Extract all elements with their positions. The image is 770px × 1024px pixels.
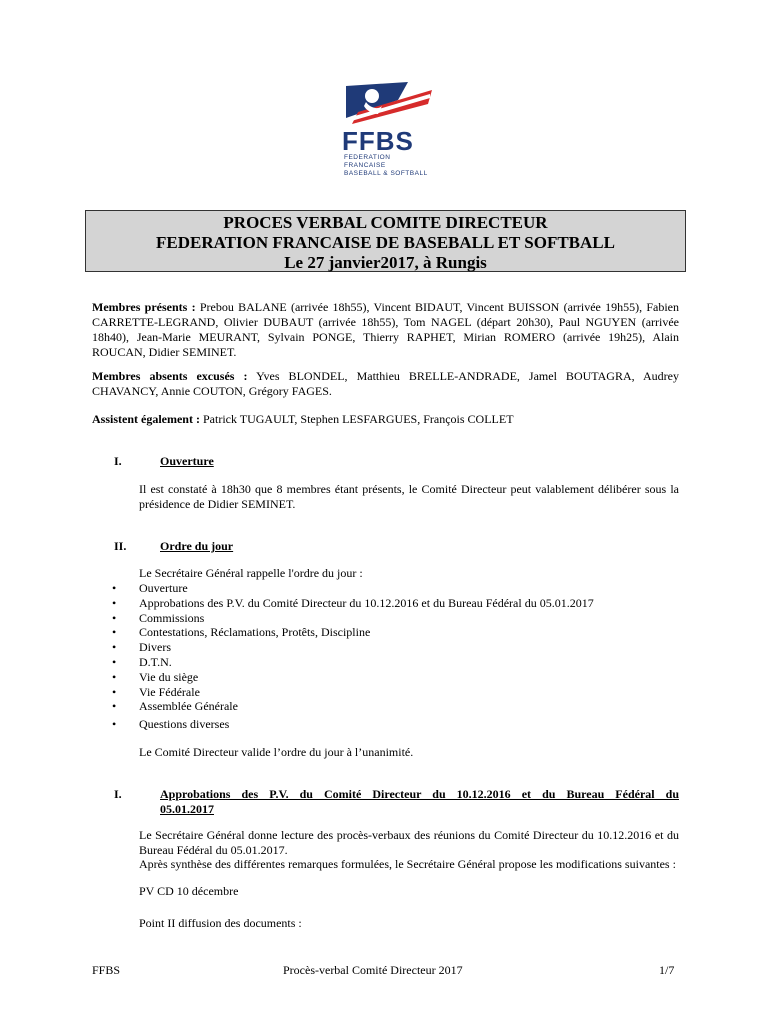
attending-label: Assistent également : bbox=[92, 412, 200, 426]
members-absent-label: Membres absents excusés : bbox=[92, 369, 248, 383]
logo-name: FFBS bbox=[342, 126, 414, 156]
members-present-label: Membres présents : bbox=[92, 300, 196, 314]
list-item: • Assemblée Générale bbox=[112, 699, 238, 714]
list-item: • Approbations des P.V. du Comité Directeur du 10.12.2016 et du Bureau Fédéral du 05.01.2017 bbox=[112, 595, 594, 610]
list-item: • Vie du siège bbox=[112, 669, 199, 684]
section-number: I. bbox=[114, 787, 122, 801]
section-number: II. bbox=[114, 539, 127, 553]
footer-center: Procès-verbal Comité Directeur 2017 bbox=[283, 963, 463, 977]
title-line-1: PROCES VERBAL COMITE DIRECTEUR bbox=[223, 213, 548, 232]
section-title-line-2: 05.01.2017 bbox=[160, 802, 214, 816]
members-absent-paragraph bbox=[92, 369, 679, 399]
list-item: • D.T.N. bbox=[112, 654, 172, 669]
title-line-3: Le 27 janvier2017, à Rungis bbox=[284, 253, 487, 272]
list-item: • Ouverture bbox=[112, 581, 188, 595]
section-number: I. bbox=[114, 454, 122, 468]
title-line-2: FEDERATION FRANCAISE DE BASEBALL ET SOFTBALL bbox=[156, 233, 615, 252]
footer-page-number: 1/7 bbox=[659, 963, 675, 977]
logo-subtitle-2: BASEBALL & SOFTBALL bbox=[344, 170, 428, 177]
approbations-text-4: Point II diffusion des documents : bbox=[139, 916, 302, 930]
members-present-paragraph bbox=[92, 300, 679, 360]
document-title-box bbox=[85, 210, 686, 272]
approbations-text-2: Après synthèse des différentes remarques formulées, le Secrétaire Général propose les modifications suivantes : bbox=[139, 857, 676, 871]
baseball-player-logo-icon bbox=[338, 78, 434, 128]
section-title: Ouverture bbox=[160, 454, 214, 468]
footer-left: FFBS bbox=[92, 963, 121, 977]
list-item: • Commissions bbox=[112, 610, 205, 625]
list-item: • Divers bbox=[112, 640, 171, 655]
ordre-du-jour-intro: Le Secrétaire Général rappelle l'ordre du jour : bbox=[139, 566, 363, 580]
list-item: • Vie Fédérale bbox=[112, 684, 200, 699]
ordre-du-jour-conclusion: Le Comité Directeur valide l’ordre du jour à l’unanimité. bbox=[139, 745, 414, 759]
ouverture-text: Il est constaté à 18h30 que 8 membres étant présents, le Comité Directeur peut valablement délibérer sous la présidence de Didier SEMINET. bbox=[139, 482, 679, 511]
members-present-text: Prebou BALANE (arrivée 18h55), Vincent BIDAUT, Vincent BUISSON (arrivée 19h55), Fabien CARRETTE-LEGRAND, Olivier DUBAUT (arrivée 18h55), Tom NAGEL (départ 20h30), Paul NGUYEN (arrivée 18h40), Jean-Marie MEURANT, Sylvain PONGE, Thierry RAPHET, Mirian ROMERO (arrivée 19h25), Alain ROUCAN, Didier SEMINET. bbox=[92, 300, 680, 359]
attending-text: Patrick TUGAULT, Stephen LESFARGUES, François COLLET bbox=[202, 412, 514, 426]
members-absent-text: Yves BLONDEL, Matthieu BRELLE-ANDRADE, Jamel BOUTAGRA, Audrey CHAVANCY, Annie COUTON, Grégory FAGES. bbox=[92, 369, 679, 398]
approbations-text-3: PV CD 10 décembre bbox=[139, 884, 239, 898]
list-item: • Questions diverses bbox=[112, 717, 230, 732]
list-item: • Contestations, Réclamations, Protêts, Discipline bbox=[112, 625, 371, 640]
section-title-line-1: Approbations des P.V. du Comité Directeur du 10.12.2016 et du Bureau Fédéral du bbox=[160, 787, 679, 801]
approbations-text-1: Le Secrétaire Général donne lecture des procès-verbaux des réunions du Comité Directeur du 10.12.2016 et du Bureau Fédéral du 05.01.2017. bbox=[139, 828, 679, 857]
agenda-list bbox=[112, 581, 594, 732]
attending-paragraph bbox=[92, 412, 679, 427]
ffbs-logo bbox=[338, 78, 434, 177]
logo-subtitle-1: FEDERATION FRANCAISE bbox=[344, 154, 391, 169]
section-title: Ordre du jour bbox=[160, 539, 234, 553]
